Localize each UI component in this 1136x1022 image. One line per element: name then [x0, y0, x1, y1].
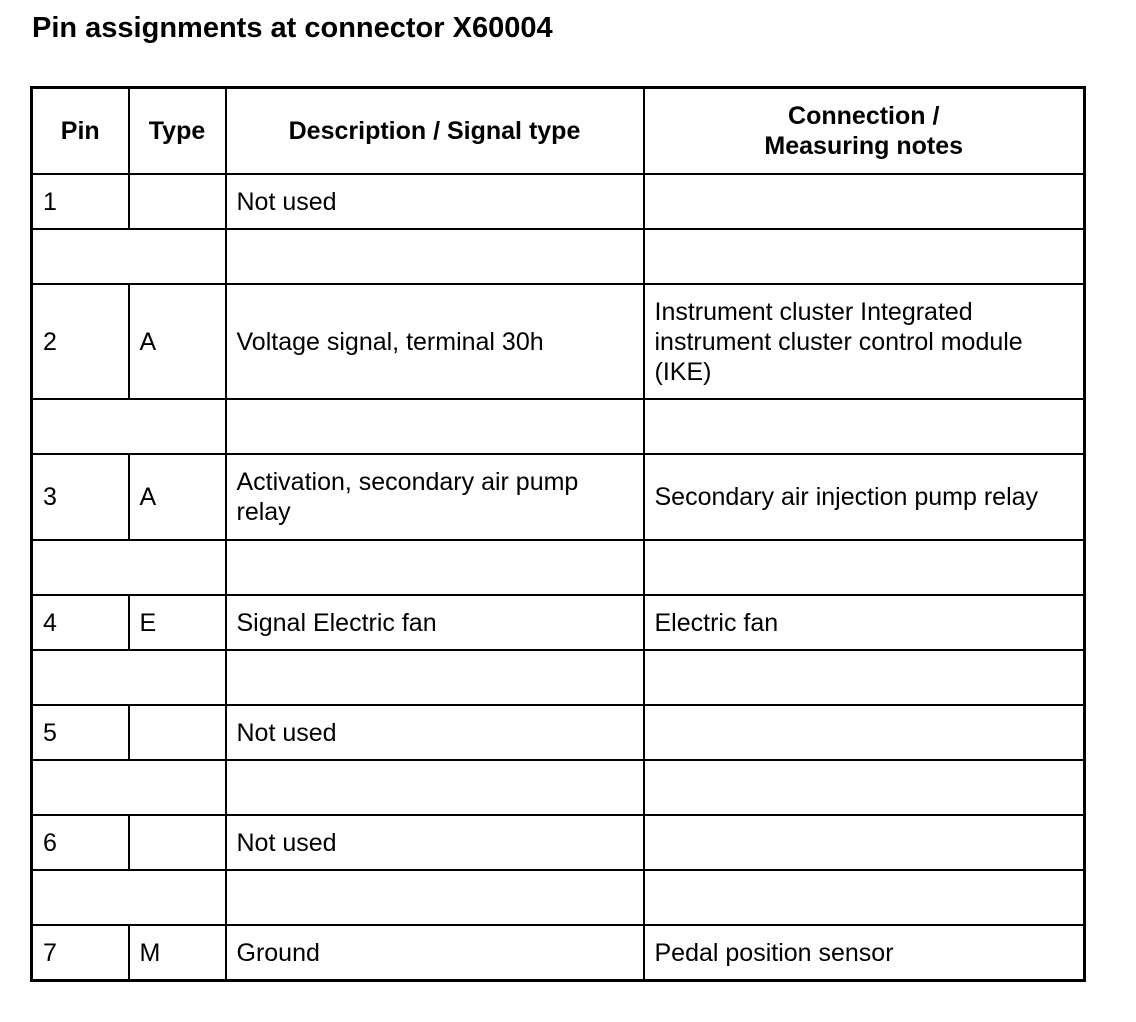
description-cell: Not used: [226, 705, 644, 760]
table-row: [32, 925, 1085, 981]
pin-assignment-table: [30, 86, 1086, 982]
header-description: Description / Signal type: [226, 88, 644, 175]
type-cell: [129, 174, 226, 229]
connection-cell: Pedal position sensor: [644, 925, 1085, 981]
description-cell: Ground: [226, 925, 644, 981]
header-pin: Pin: [32, 88, 129, 175]
type-cell: A: [129, 284, 226, 399]
spacer-row: [32, 650, 1085, 705]
table-row: [32, 284, 1085, 399]
pin-cell: 4: [32, 595, 129, 650]
connection-cell: Instrument cluster Integrated instrument cluster control module (IKE): [644, 284, 1085, 399]
table-row: [32, 705, 1085, 760]
header-type: Type: [129, 88, 226, 175]
table-header-row: [32, 88, 1085, 175]
type-cell: A: [129, 454, 226, 540]
type-cell: [129, 815, 226, 870]
connection-cell: [644, 174, 1085, 229]
connection-cell: [644, 705, 1085, 760]
pin-cell: 6: [32, 815, 129, 870]
description-cell: Activation, secondary air pump relay: [226, 454, 644, 540]
table-row: [32, 595, 1085, 650]
spacer-row: [32, 540, 1085, 595]
pin-cell: 5: [32, 705, 129, 760]
description-cell: Not used: [226, 174, 644, 229]
spacer-row: [32, 870, 1085, 925]
header-connection: [644, 88, 1085, 175]
header-connection-line2: Measuring notes: [764, 132, 964, 160]
type-cell: E: [129, 595, 226, 650]
type-cell: [129, 705, 226, 760]
table-row: [32, 815, 1085, 870]
spacer-row: [32, 760, 1085, 815]
connection-cell: [644, 815, 1085, 870]
pin-cell: 1: [32, 174, 129, 229]
description-cell: Signal Electric fan: [226, 595, 644, 650]
table-row: [32, 454, 1085, 540]
page-title: Pin assignments at connector X60004: [32, 12, 553, 44]
description-cell: Voltage signal, terminal 30h: [226, 284, 644, 399]
type-cell: M: [129, 925, 226, 981]
pin-cell: 2: [32, 284, 129, 399]
connection-cell: Electric fan: [644, 595, 1085, 650]
spacer-row: [32, 399, 1085, 454]
pin-cell: 3: [32, 454, 129, 540]
connection-cell: Secondary air injection pump relay: [644, 454, 1085, 540]
header-connection-line1: Connection /: [788, 102, 940, 130]
spacer-row: [32, 229, 1085, 284]
table-row: [32, 174, 1085, 229]
pin-cell: 7: [32, 925, 129, 981]
description-cell: Not used: [226, 815, 644, 870]
